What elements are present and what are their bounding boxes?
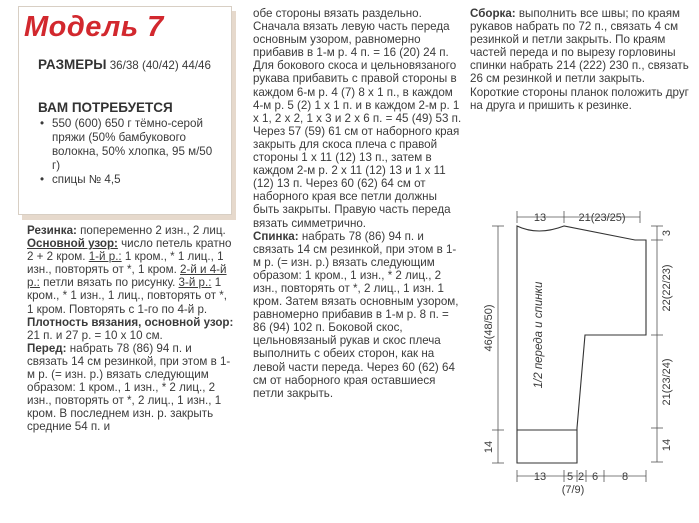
sizes-value: 36/38 (40/42) 44/46 xyxy=(109,59,211,72)
back-paragraph xyxy=(253,230,463,400)
schematic-svg xyxy=(480,200,699,500)
dim-right-22: 22(22/23) xyxy=(661,264,673,312)
dim-bottom-2: 2 xyxy=(577,471,585,483)
dim-bottom-13: 13 xyxy=(533,471,547,483)
assembly-paragraph xyxy=(470,7,690,112)
front-label: Перед: xyxy=(27,341,67,355)
dim-left-14: 14 xyxy=(483,440,495,454)
materials-heading: ВАМ ПОТРЕБУЕТСЯ xyxy=(38,100,173,115)
row-3-text: 1 кром., * 1 изн., 1 лиц., повторять от *, 1 кром. Повторять с 1-го по 4-й р. xyxy=(27,276,227,316)
front-paragraph xyxy=(27,342,235,434)
row-1-text: 1 кром., * 1 лиц., 1 изн., повторять от *, 1 кром. xyxy=(27,250,224,277)
rib-text: попеременно 2 изн., 2 лиц. xyxy=(80,224,226,237)
front-text: набрать 78 (86) 94 п. и связать 14 см резинкой, при этом в 1-м р. (= изн. р.) вязать следующим образом: 1 кром., 1 изн., * 2 лиц., 2 изн., повторять от *, 2 лиц., 1 изн., 1 кром. В последнем изн. р. закрыть средние 54 п. и xyxy=(27,341,231,434)
model-title: Модель 7 xyxy=(24,11,164,43)
column-1 xyxy=(27,224,235,434)
sizes-block xyxy=(38,58,228,73)
main-pattern-text: число петель кратно 2 + 2 кром. xyxy=(27,237,232,264)
dim-bottom-8: 8 xyxy=(621,471,629,483)
materials-item-needles: • спицы № 4,5 xyxy=(40,173,222,187)
dim-right-21: 21(23/24) xyxy=(661,358,673,406)
front-continued-paragraph: обе стороны вязать раздельно. Сначала вязать левую часть переда основным узором, равномерно прибавив в 1-м р. 4 п. = 16 (20) 24 п. Для бокового скоса и цельновязаного рукава прибавить с правой стороны в каждом 6-м р. 4 (7) 8 х 1 п., в каждом 4-м р. 5 (2) 1 х 1 п. и в каждом 2-м р. 1 х 1, 2 х 2, 1 х 3 и 2 х 6 п. = 45 (49) 53 п. Через 57 (59) 61 см от наборного края закрыть для скоса плеча с правой стороны 1 х 11 (12) 13 п., затем в каждом 2-м р. 2 х 11 (12) 13 и 1 х 11 (12) 13 п. Через 60 (62) 64 см от наборного края все петли должны быть закрыты. Правую часть переда вязать симметрично. xyxy=(253,7,462,230)
materials-list xyxy=(40,117,222,187)
density-label: Плотность вязания, основной узор: xyxy=(27,315,234,329)
dim-bottom-6: 6 xyxy=(591,471,599,483)
row-2-4-text: петли вязать по рисунку. xyxy=(43,276,176,290)
assembly-text: выполнить все швы; по краям рукавов набрать по 72 п., связать 4 см резинкой и петли закрыть. По краям частей переда и по вырезу горловины спинки набрать 214 (222) 230 п., связать 26 см резинкой и петли закрыть. Короткие стороны планок положить друг на друга и пришить к резинке. xyxy=(470,7,689,112)
row-1-label: 1-й р.: xyxy=(88,250,122,264)
dim-right-3: 3 xyxy=(661,229,673,237)
column-3 xyxy=(470,7,690,112)
dim-bottom-7-9: (7/9) xyxy=(561,484,585,496)
back-label: Спинка: xyxy=(253,229,299,243)
density-paragraph xyxy=(27,316,235,342)
column-2 xyxy=(253,7,463,400)
back-text: набрать 78 (86) 94 п. и связать 14 см резинкой, при этом в 1-м р. (= изн. р.) вязать следующим образом: 1 кром., 1 изн., * 2 лиц., 2 изн., повторять от *, 2 лиц., 1 изн. 1 кром. Затем вязать основным узором, равномерно прибавив в 1-м р. 8 п. = 86 (94) 102 п. Боковой скос, цельновязаный рукав и скос плеча выполнить с обеих сторон, как на левой части переда. Через 60 (62) 64 см от наборного края оставшиеся петли закрыть. xyxy=(253,229,459,400)
sizes-label: РАЗМЕРЫ xyxy=(38,57,107,72)
assembly-label: Сборка: xyxy=(470,7,516,20)
dim-bottom-5: 5 xyxy=(566,471,574,483)
main-pattern-paragraph xyxy=(27,237,235,316)
rib-paragraph xyxy=(27,224,235,237)
dim-top-21: 21(23/25) xyxy=(578,212,626,224)
density-text: 21 п. и 27 р. = 10 х 10 см. xyxy=(27,328,163,342)
pattern-schematic xyxy=(480,200,699,500)
dim-top-13: 13 xyxy=(533,212,547,224)
dim-right-14: 14 xyxy=(661,438,673,452)
materials-item-yarn: • 550 (600) 650 г тёмно-серой пряжи (50% бамбукового волокна, 50% хлопка, 95 м/50 г) xyxy=(40,117,222,173)
piece-label: 1/2 переда и спинки xyxy=(533,281,545,389)
row-2-4-label: 2-й и 4-й р.: xyxy=(27,263,227,290)
row-3-label: 3-й р.: xyxy=(178,276,212,290)
dim-left-46: 46(48/50) xyxy=(483,304,495,352)
rib-label: Резинка: xyxy=(27,224,77,237)
main-pattern-label: Основной узор: xyxy=(27,237,118,251)
